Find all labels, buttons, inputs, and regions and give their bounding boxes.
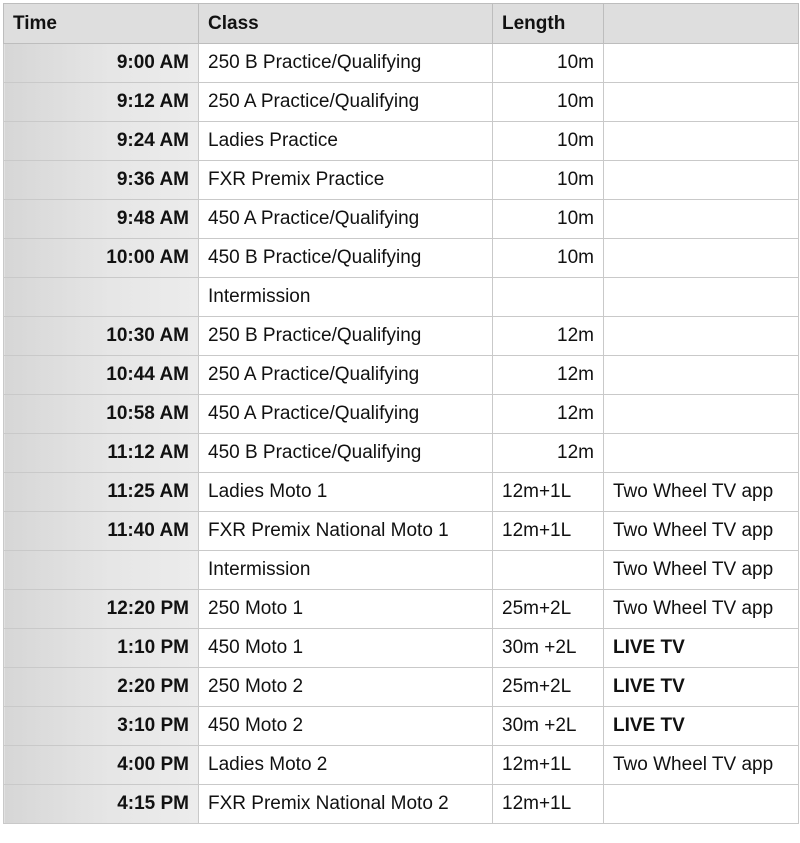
table-row — [4, 395, 799, 434]
length-cell: 12m — [493, 395, 604, 434]
length-cell: 25m+2L — [493, 668, 604, 707]
table-row — [4, 161, 799, 200]
notes-cell — [604, 239, 799, 278]
length-cell: 10m — [493, 83, 604, 122]
table-row — [4, 239, 799, 278]
class-cell: 250 B Practice/Qualifying — [199, 317, 493, 356]
notes-cell — [604, 44, 799, 83]
length-cell: 12m — [493, 356, 604, 395]
time-cell: 11:40 AM — [4, 512, 199, 551]
length-cell: 10m — [493, 200, 604, 239]
time-cell: 10:00 AM — [4, 239, 199, 278]
class-cell: 450 A Practice/Qualifying — [199, 200, 493, 239]
time-cell: 11:25 AM — [4, 473, 199, 512]
table-row — [4, 278, 799, 317]
notes-cell: Two Wheel TV app — [604, 551, 799, 590]
table-row — [4, 473, 799, 512]
class-cell: 250 Moto 2 — [199, 668, 493, 707]
time-cell — [4, 551, 199, 590]
length-cell: 25m+2L — [493, 590, 604, 629]
time-cell: 11:12 AM — [4, 434, 199, 473]
class-cell: 450 B Practice/Qualifying — [199, 239, 493, 278]
notes-cell: LIVE TV — [604, 629, 799, 668]
time-cell: 1:10 PM — [4, 629, 199, 668]
class-cell: Intermission — [199, 551, 493, 590]
notes-cell — [604, 200, 799, 239]
notes-cell: Two Wheel TV app — [604, 512, 799, 551]
length-cell — [493, 551, 604, 590]
length-cell: 12m — [493, 317, 604, 356]
table-row — [4, 512, 799, 551]
length-cell: 12m+1L — [493, 512, 604, 551]
notes-cell — [604, 395, 799, 434]
length-cell: 12m — [493, 434, 604, 473]
table-body — [4, 44, 799, 824]
table-row — [4, 629, 799, 668]
time-cell: 10:30 AM — [4, 317, 199, 356]
class-cell: 250 B Practice/Qualifying — [199, 44, 493, 83]
column-header-class: Class — [199, 4, 493, 44]
race-schedule-table — [3, 3, 799, 824]
class-cell: 250 A Practice/Qualifying — [199, 83, 493, 122]
time-cell — [4, 278, 199, 317]
header-row — [4, 4, 799, 44]
time-cell: 9:12 AM — [4, 83, 199, 122]
time-cell: 2:20 PM — [4, 668, 199, 707]
notes-cell: LIVE TV — [604, 707, 799, 746]
notes-cell — [604, 356, 799, 395]
time-cell: 12:20 PM — [4, 590, 199, 629]
length-cell: 12m+1L — [493, 473, 604, 512]
table-row — [4, 590, 799, 629]
class-cell: Intermission — [199, 278, 493, 317]
length-cell: 10m — [493, 161, 604, 200]
column-header-notes — [604, 4, 799, 44]
table-row — [4, 785, 799, 824]
class-cell: 450 Moto 1 — [199, 629, 493, 668]
time-cell: 9:48 AM — [4, 200, 199, 239]
time-cell: 4:15 PM — [4, 785, 199, 824]
class-cell: Ladies Moto 1 — [199, 473, 493, 512]
notes-cell — [604, 161, 799, 200]
class-cell: Ladies Practice — [199, 122, 493, 161]
notes-cell: Two Wheel TV app — [604, 590, 799, 629]
table-row — [4, 200, 799, 239]
notes-cell — [604, 785, 799, 824]
class-cell: 250 A Practice/Qualifying — [199, 356, 493, 395]
table-row — [4, 44, 799, 83]
class-cell: 450 A Practice/Qualifying — [199, 395, 493, 434]
notes-cell — [604, 122, 799, 161]
notes-cell — [604, 317, 799, 356]
notes-cell — [604, 83, 799, 122]
length-cell — [493, 278, 604, 317]
length-cell: 10m — [493, 44, 604, 83]
table-row — [4, 551, 799, 590]
class-cell: 250 Moto 1 — [199, 590, 493, 629]
time-cell: 10:44 AM — [4, 356, 199, 395]
table-row — [4, 434, 799, 473]
time-cell: 4:00 PM — [4, 746, 199, 785]
class-cell: Ladies Moto 2 — [199, 746, 493, 785]
table-row — [4, 707, 799, 746]
time-cell: 9:36 AM — [4, 161, 199, 200]
time-cell: 10:58 AM — [4, 395, 199, 434]
notes-cell: Two Wheel TV app — [604, 473, 799, 512]
class-cell: 450 B Practice/Qualifying — [199, 434, 493, 473]
time-cell: 9:00 AM — [4, 44, 199, 83]
table-row — [4, 668, 799, 707]
class-cell: FXR Premix National Moto 1 — [199, 512, 493, 551]
length-cell: 12m+1L — [493, 785, 604, 824]
class-cell: 450 Moto 2 — [199, 707, 493, 746]
column-header-time: Time — [4, 4, 199, 44]
length-cell: 10m — [493, 239, 604, 278]
length-cell: 30m +2L — [493, 707, 604, 746]
table-header — [4, 4, 799, 44]
notes-cell — [604, 434, 799, 473]
notes-cell: Two Wheel TV app — [604, 746, 799, 785]
notes-cell — [604, 278, 799, 317]
time-cell: 9:24 AM — [4, 122, 199, 161]
table-row — [4, 122, 799, 161]
table-row — [4, 356, 799, 395]
class-cell: FXR Premix Practice — [199, 161, 493, 200]
length-cell: 30m +2L — [493, 629, 604, 668]
table-row — [4, 317, 799, 356]
class-cell: FXR Premix National Moto 2 — [199, 785, 493, 824]
table-row — [4, 746, 799, 785]
table-row — [4, 83, 799, 122]
length-cell: 12m+1L — [493, 746, 604, 785]
notes-cell: LIVE TV — [604, 668, 799, 707]
column-header-length: Length — [493, 4, 604, 44]
length-cell: 10m — [493, 122, 604, 161]
time-cell: 3:10 PM — [4, 707, 199, 746]
